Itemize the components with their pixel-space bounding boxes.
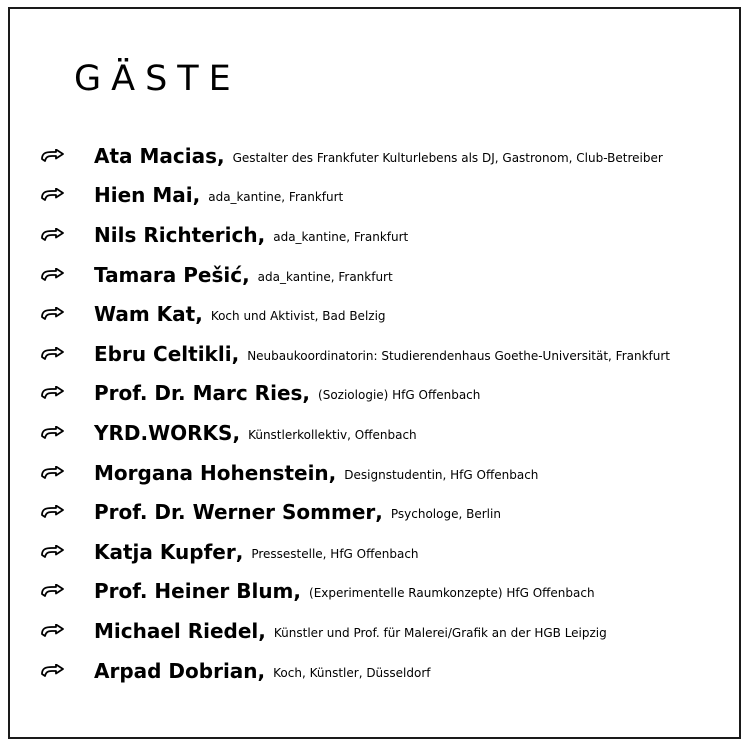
guest-description: (Soziologie) HfG Offenbach (318, 388, 481, 403)
guest-description: Künstler und Prof. für Malerei/Grafik an der HGB Leipzig (273, 625, 607, 640)
guest-name: Morgana Hohenstein (94, 460, 329, 485)
guest-name: Prof. Dr. Werner Sommer (94, 500, 376, 525)
guest-description: Koch, Künstler, Düsseldorf (273, 665, 431, 680)
guest-name: Ebru Celtikli (94, 341, 232, 366)
hook-arrow-icon (40, 268, 94, 282)
guest-description: Pressestelle, HfG Offenbach (251, 546, 419, 561)
hook-arrow-icon (40, 624, 94, 638)
list-item (40, 374, 670, 414)
separator: , (257, 222, 266, 247)
guest-description: ada_kantine, Frankfurt (208, 190, 344, 205)
guest-name: Prof. Dr. Marc Ries (94, 381, 303, 406)
separator: , (293, 579, 302, 604)
guest-description: Koch und Aktivist, Bad Belzig (210, 309, 386, 324)
guest-description: (Experimentelle Raumkonzepte) HfG Offenbach (309, 586, 595, 601)
separator: , (231, 341, 240, 366)
hook-arrow-icon (40, 505, 94, 519)
list-item (40, 572, 670, 612)
separator: , (302, 381, 311, 406)
list-item (40, 294, 670, 334)
hook-arrow-icon (40, 584, 94, 598)
hook-arrow-icon (40, 426, 94, 440)
guest-description: Neubaukoordinatorin: Studierendenhaus Goethe-Universität, Frankfurt (247, 348, 671, 363)
list-item (40, 176, 670, 216)
guest-list (40, 136, 670, 690)
guest-name: Hien Mai (94, 183, 193, 208)
list-item (40, 532, 670, 572)
hook-arrow-icon (40, 307, 94, 321)
separator: , (217, 143, 225, 168)
list-item (40, 492, 670, 532)
guest-description: Designstudentin, HfG Offenbach (344, 467, 539, 482)
guest-description: ada_kantine, Frankfurt (257, 269, 393, 284)
separator: , (258, 618, 266, 643)
separator: , (192, 183, 201, 208)
guest-name: Prof. Heiner Blum (94, 579, 294, 604)
hook-arrow-icon (40, 228, 94, 242)
list-item (40, 215, 670, 255)
separator: , (195, 302, 203, 327)
list-item (40, 334, 670, 374)
guest-name: Ata Macias (94, 143, 218, 168)
guest-name: Nils Richterich (94, 222, 258, 247)
separator: , (375, 500, 383, 525)
page-title: GÄSTE (74, 59, 241, 99)
guest-name: Katja Kupfer (94, 539, 236, 564)
list-item (40, 611, 670, 651)
separator: , (328, 460, 337, 485)
list-item (40, 453, 670, 493)
hook-arrow-icon (40, 545, 94, 559)
guest-description: Künstlerkollektiv, Offenbach (248, 427, 417, 442)
separator: , (257, 658, 266, 683)
separator: , (232, 420, 241, 445)
hook-arrow-icon (40, 149, 94, 163)
guest-description: Gestalter des Frankfuter Kulturlebens als DJ, Gastronom, Club-Betreiber (232, 150, 663, 165)
guest-name: Wam Kat (94, 302, 196, 327)
separator: , (242, 262, 250, 287)
guest-name: YRD.WORKS (94, 420, 233, 445)
hook-arrow-icon (40, 347, 94, 361)
separator: , (235, 539, 244, 564)
guest-name: Tamara Pešić (94, 262, 243, 287)
hook-arrow-icon (40, 466, 94, 480)
guest-description: Psychologe, Berlin (390, 507, 501, 522)
guest-name: Michael Riedel (94, 618, 259, 643)
guest-name: Arpad Dobrian (94, 658, 258, 683)
list-item (40, 651, 670, 691)
hook-arrow-icon (40, 664, 94, 678)
list-item (40, 255, 670, 295)
list-item (40, 136, 670, 176)
guest-description: ada_kantine, Frankfurt (273, 229, 409, 244)
hook-arrow-icon (40, 188, 94, 202)
hook-arrow-icon (40, 386, 94, 400)
list-item (40, 413, 670, 453)
